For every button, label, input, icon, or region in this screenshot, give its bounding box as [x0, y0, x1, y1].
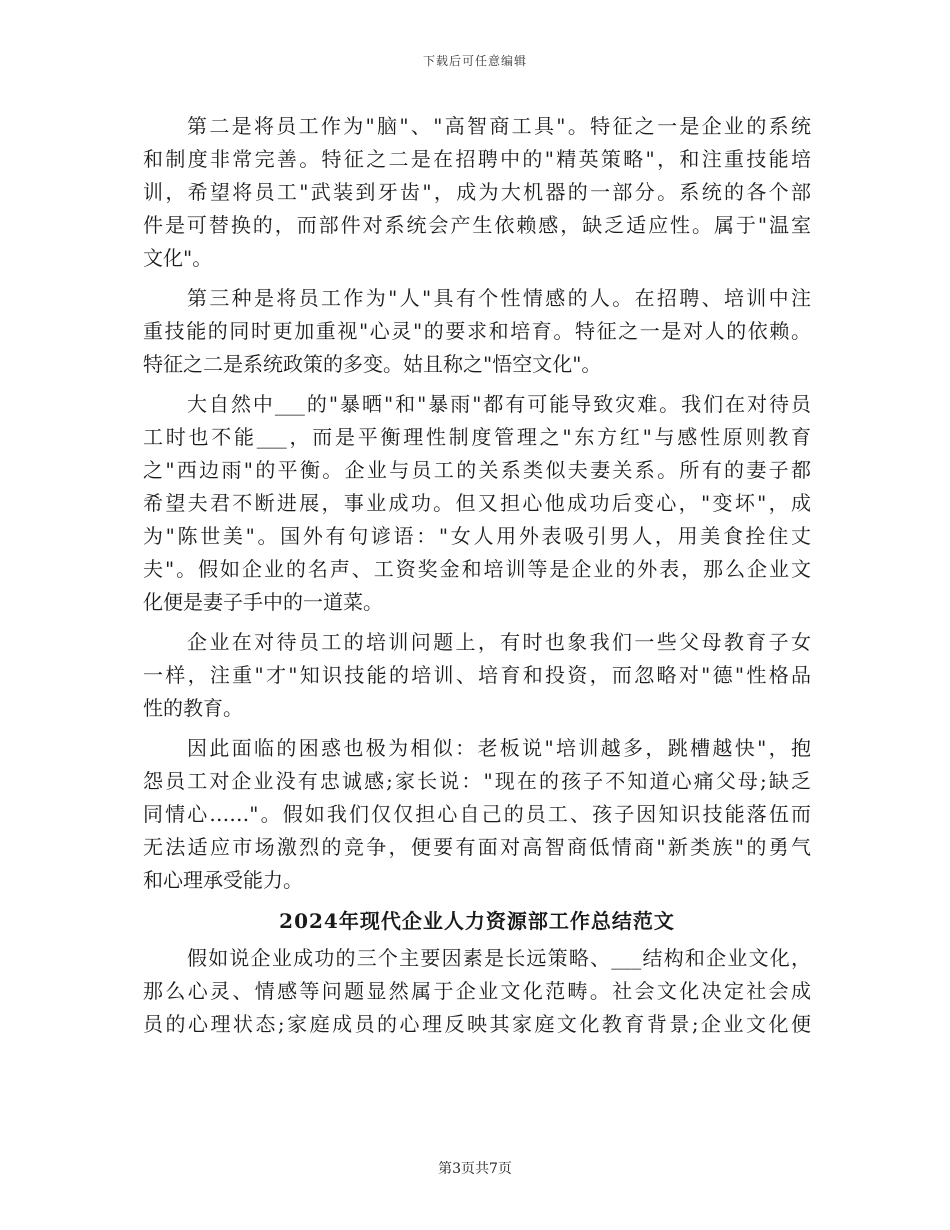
text-line: 之"西边雨"的平衡。企业与员工的关系类似夫妻关系。所有的妻子都: [143, 458, 811, 482]
section-title: 2024年现代企业人力资源部工作总结范文: [279, 909, 675, 933]
text-line: 为"陈世美"。国外有句谚语："女人用外表吸引男人，用美食拴住丈: [143, 524, 811, 548]
text-line: 第三种是将员工作为"人"具有个性情感的人。在招聘、培训中注: [187, 286, 811, 310]
text-line: 和制度非常完善。特征之二是在招聘中的"精英策略"，和注重技能培: [143, 147, 811, 171]
text-line: 化便是妻子手中的一道菜。: [143, 590, 383, 614]
text-line: 性的教育。: [143, 696, 243, 720]
text-line: 重技能的同时更加重视"心灵"的要求和培育。特征之一是对人的依赖。: [143, 319, 811, 343]
page-header: 下载后可任意编辑: [422, 54, 527, 68]
text-line: 假如说企业成功的三个主要因素是长远策略、___结构和企业文化，: [187, 946, 811, 970]
text-line: 企业在对待员工的培训问题上，有时也象我们一些父母教育子女: [187, 630, 811, 654]
text-line: 第二是将员工作为"脑"、"高智商工具"。特征之一是企业的系统: [187, 114, 811, 138]
text-line: 那么心灵、情感等问题显然属于企业文化范畴。社会文化决定社会成: [143, 979, 811, 1003]
text-line: 同情心……"。假如我们仅仅担心自己的员工、孩子因知识技能落伍而: [143, 802, 811, 826]
text-line: 特征之二是系统政策的多变。姑且称之"悟空文化"。: [143, 352, 602, 376]
paragraph: [143, 110, 811, 275]
text-line: 件是可替换的，而部件对系统会产生依赖感，缺乏适应性。属于"温室: [143, 213, 811, 237]
text-line: 训，希望将员工"武装到牙齿"，成为大机器的一部分。系统的各个部: [143, 180, 811, 204]
page-number: 第3页共7页: [438, 1161, 512, 1177]
text-line: 大自然中___的"暴晒"和"暴雨"都有可能导致灾难。我们在对待员: [187, 392, 811, 416]
text-line: 工时也不能___，而是平衡理性制度管理之"东方红"与感性原则教育: [143, 425, 811, 449]
text-line: 夫"。假如企业的名声、工资奖金和培训等是企业的外表，那么企业文: [143, 557, 811, 581]
text-line: 无法适应市场激烈的竞争，便要有面对高智商低情商"新类族"的勇气: [143, 835, 811, 859]
paragraph: [143, 732, 811, 897]
paragraph: [143, 942, 811, 1041]
text-line: 希望夫君不断进展，事业成功。但又担心他成功后变心，"变坏"，成: [143, 491, 811, 515]
text-line: 和心理承受能力。: [143, 868, 303, 892]
text-line: 一样，注重"才"知识技能的培训、培育和投资，而忽略对"德"性格品: [143, 663, 811, 687]
paragraph: [143, 282, 811, 381]
text-line: 怨员工对企业没有忠诚感;家长说："现在的孩子不知道心痛父母;缺乏: [143, 769, 811, 793]
text-line: 员的心理状态;家庭成员的心理反映其家庭文化教育背景;企业文化便: [143, 1012, 811, 1036]
paragraph: [143, 626, 811, 725]
paragraph: [143, 388, 811, 619]
document-body: [143, 110, 811, 1048]
text-line: 文化"。: [143, 246, 213, 270]
text-line: 因此面临的困惑也极为相似：老板说"培训越多，跳槽越快"，抱: [187, 736, 811, 760]
